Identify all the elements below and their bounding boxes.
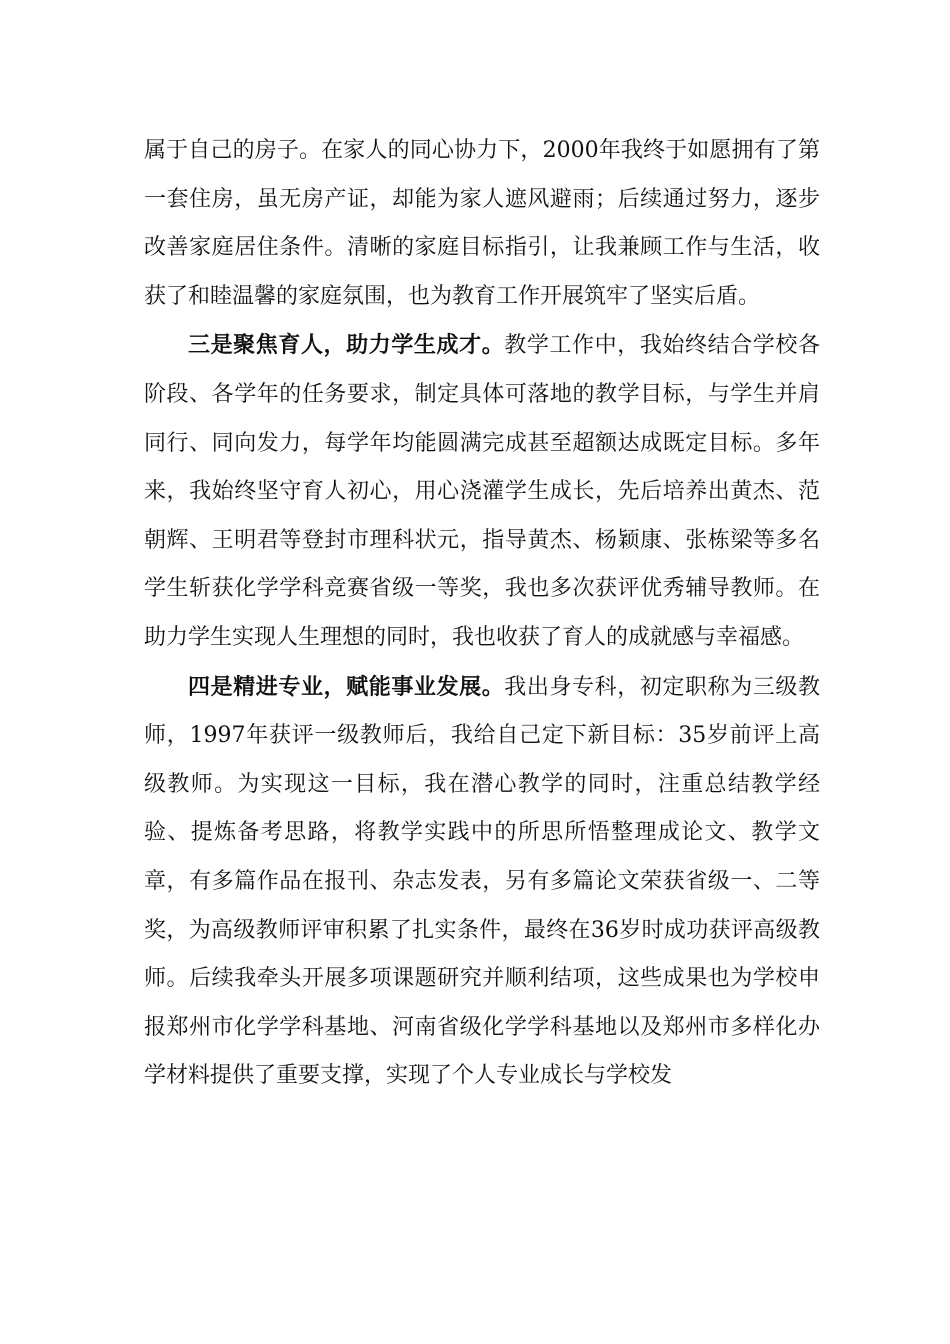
paragraph-point-three <box>144 321 820 662</box>
paragraph-lead-heading: 四是精进专业，赋能事业发展。 <box>188 673 505 700</box>
paragraph-text: 教学工作中，我始终结合学校各阶段、各学年的任务要求，制定具体可落地的教学目标，与学生并肩同行、同向发力，每学年均能圆满完成甚至超额达成既定目标。多年来，我始终坚守育人初心，用心浇灌学生成长，先后培养出黄杰、范朝辉、王明君等登封市理科状元，指导黄杰、杨颖康、张栋梁等多名学生斩获化学学科竞赛省级一等奖，我也多次获评优秀辅导教师。在助力学生实现人生理想的同时，我也收获了育人的成就感与幸福感。 <box>144 333 820 650</box>
paragraph-point-four <box>144 663 820 1101</box>
paragraph-text: 属于自己的房子。在家人的同心协力下，2000年我终于如愿拥有了第一套住房，虽无房产证，却能为家人遮风避雨；后续通过努力，逐步改善家庭居住条件。清晰的家庭目标指引，让我兼顾工作与生活，收获了和睦温馨的家庭氛围，也为教育工作开展筑牢了坚实后盾。 <box>144 138 820 309</box>
paragraph-lead-heading: 三是聚焦育人，助力学生成才。 <box>188 332 505 359</box>
paragraph-text: 我出身专科，初定职称为三级教师，1997年获评一级教师后，我给自己定下新目标：35岁前评上高级教师。为实现这一目标，我在潜心教学的同时，注重总结教学经验、提炼备考思路，将教学实践中的所思所悟整理成论文、教学文章，有多篇作品在报刊、杂志发表，另有多篇论文荣获省级一、二等奖，为高级教师评审积累了扎实条件，最终在36岁时成功获评高级教师。后续我牵头开展多项课题研究并顺利结项，这些成果也为学校申报郑州市化学学科基地、河南省级化学学科基地以及郑州市多样化办学材料提供了重要支撑，实现了个人专业成长与学校发 <box>144 674 821 1089</box>
paragraph-continued <box>144 127 820 321</box>
document-body <box>144 127 820 1101</box>
